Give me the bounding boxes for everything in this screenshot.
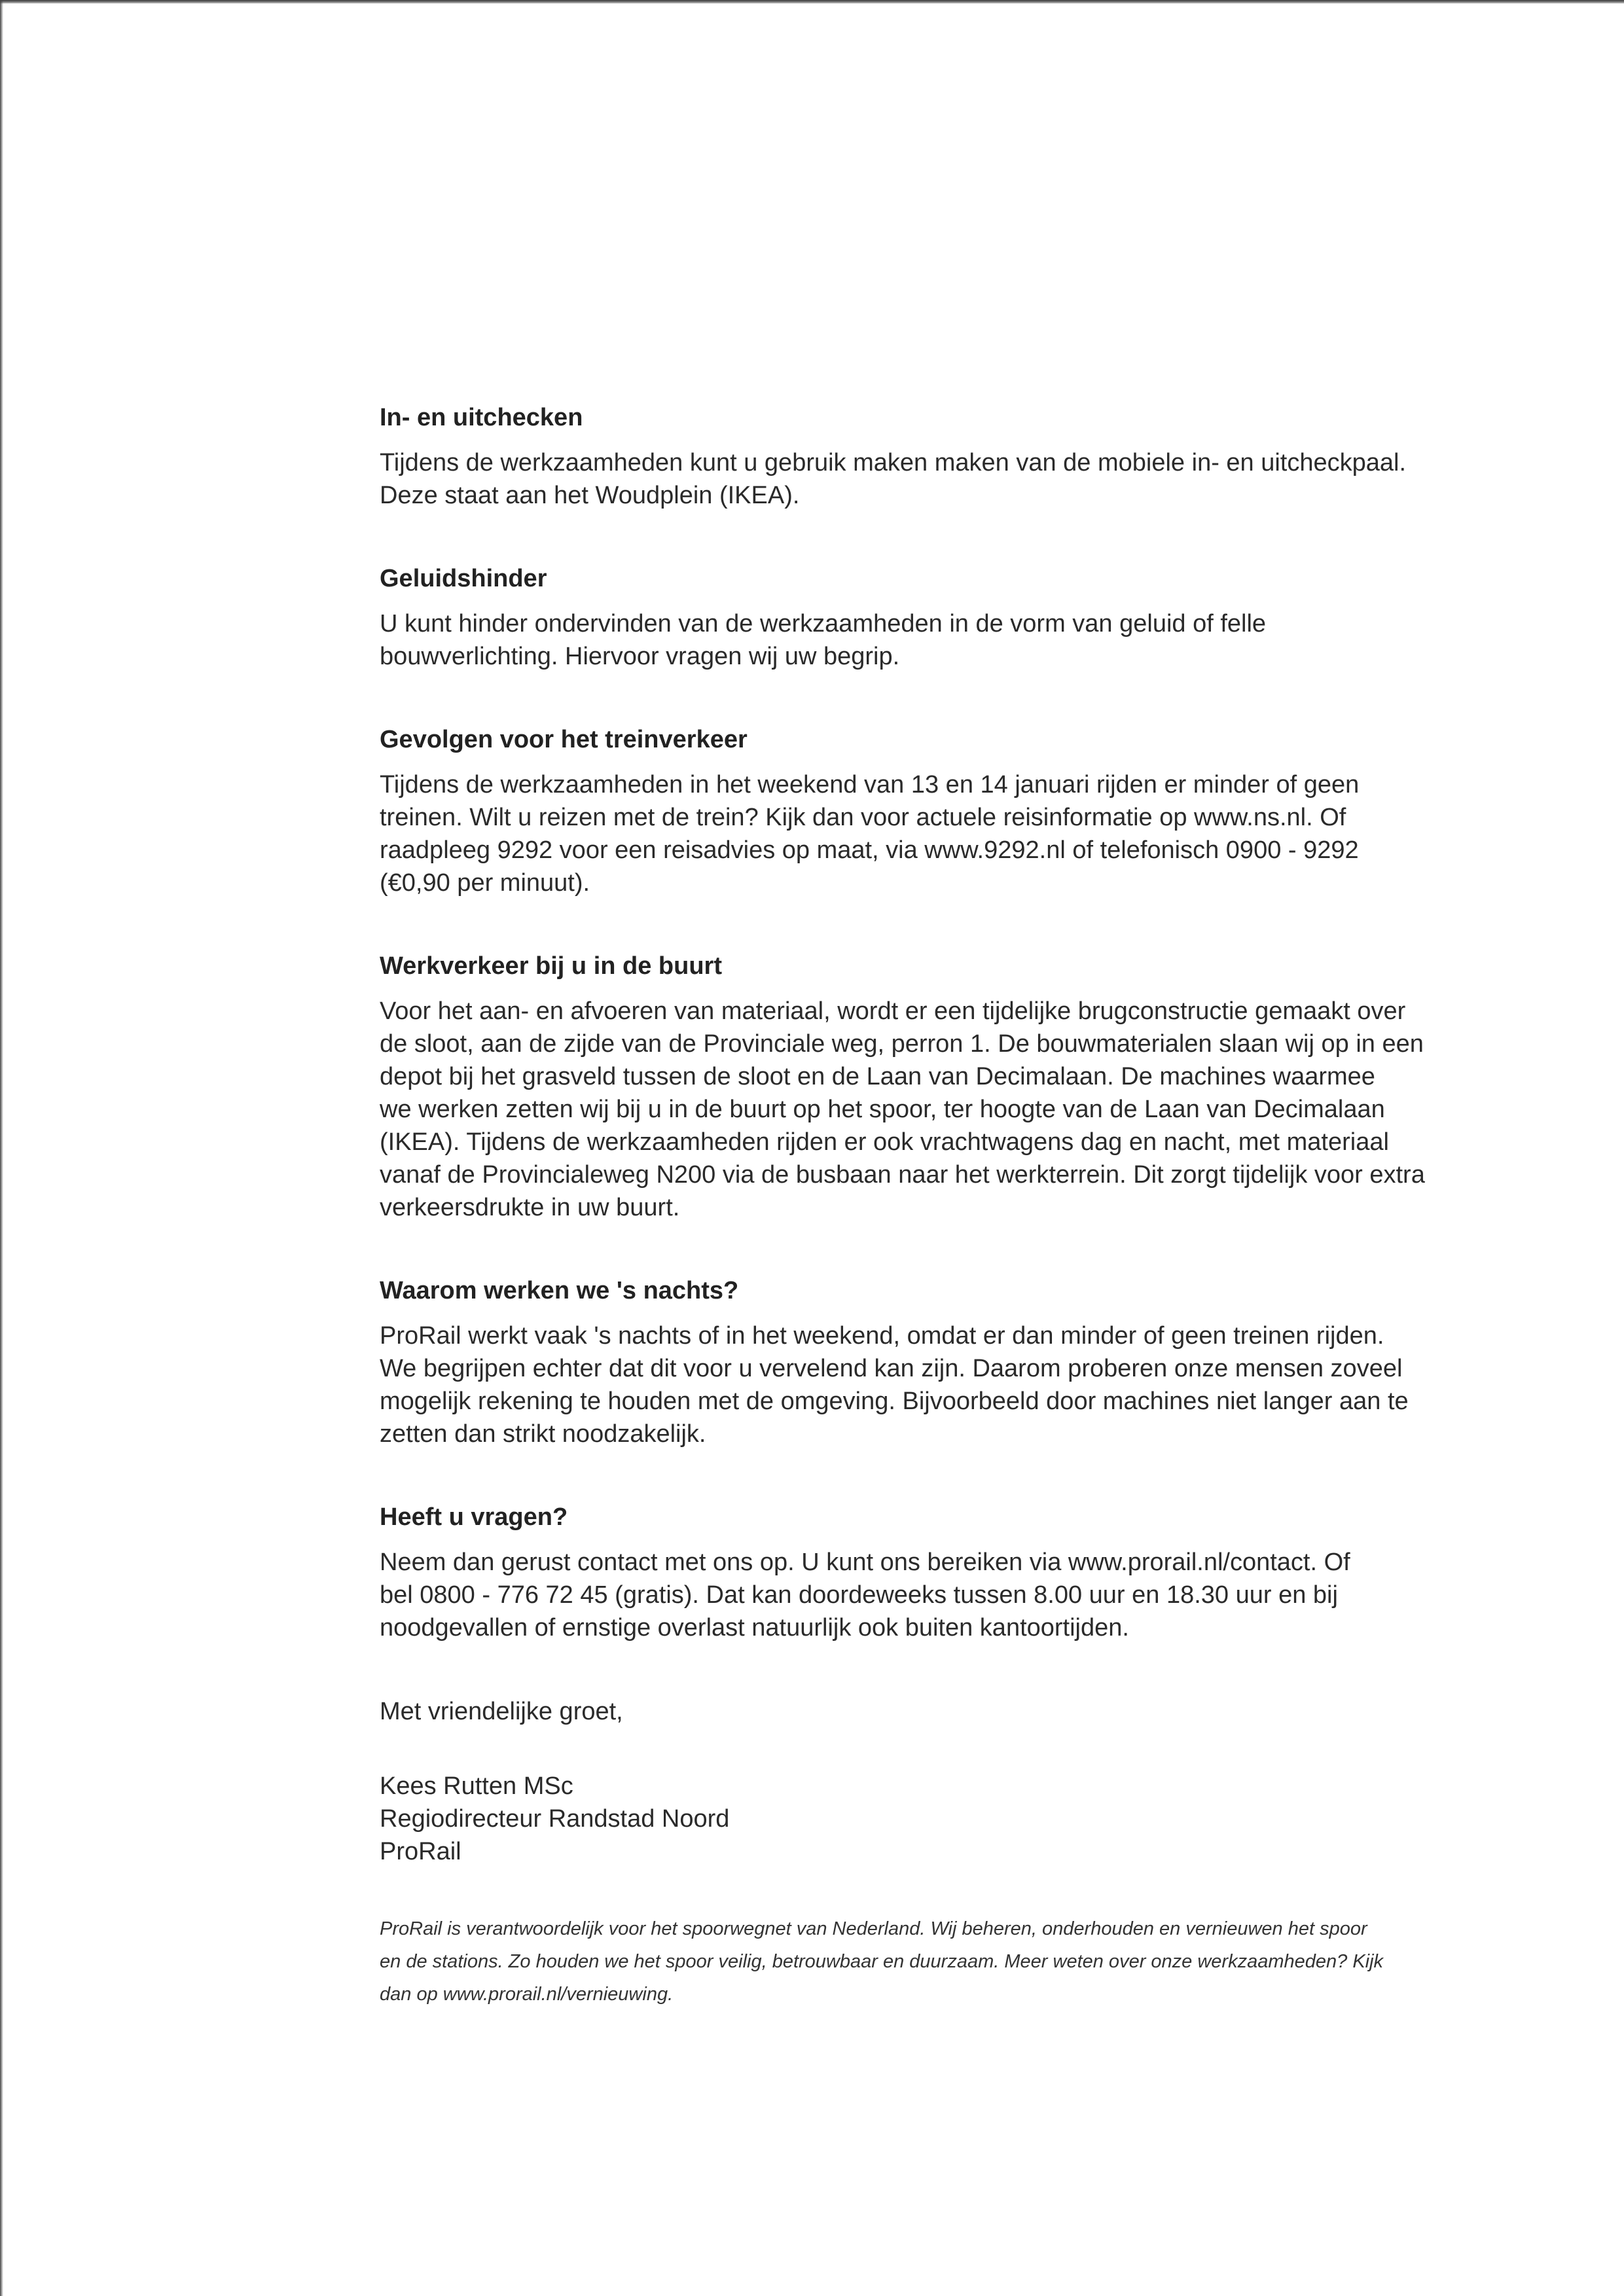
section-noise bbox=[380, 563, 1558, 673]
section-paragraph: Tijdens de werkzaamheden in het weekend van 13 en 14 januari rijden er minder of geen treinen. Wilt u reizen met de trein? Kijk dan voor actuele reisinformatie op www.ns.nl. Of raadpleeg 9292 voor een reisadvies op maat, via www.9292.nl of telefonisch 0900 - 9292 (€0,90 per minuut). bbox=[380, 771, 1360, 897]
section-checkin bbox=[380, 402, 1558, 512]
footer-note: ProRail is verantwoordelijk voor het spoorwegnet van Nederland. Wij beheren, onderhouden en vernieuwen het spoor en de stations. Zo houden we het spoor veilig, betrouwbaar en duurzaam. Meer weten over onze werkzaamheden? Kijk dan op www.prorail.nl/vernieuwing. bbox=[380, 1918, 1384, 2005]
letter-body bbox=[380, 402, 1558, 2011]
section-heading: Geluidshinder bbox=[380, 565, 547, 592]
signatory-organization: ProRail bbox=[380, 1838, 461, 1865]
section-paragraph: Neem dan gerust contact met ons op. U kunt ons bereiken via www.prorail.nl/contact. Of bel 0800 - 776 72 45 (gratis). Dat kan doordeweeks tussen 8.00 uur en 18.30 uur en bij noodgevallen of ernstige overlast natuurlijk ook buiten kantoortijden. bbox=[380, 1549, 1350, 1641]
section-heading: Werkverkeer bij u in de buurt bbox=[380, 952, 723, 980]
section-questions bbox=[380, 1501, 1558, 1644]
section-heading: Waarom werken we 's nachts? bbox=[380, 1277, 739, 1304]
section-night-work bbox=[380, 1275, 1558, 1450]
section-train-traffic bbox=[380, 724, 1558, 899]
section-work-traffic bbox=[380, 950, 1558, 1224]
scan-edge-top bbox=[0, 0, 1624, 4]
section-heading: Gevolgen voor het treinverkeer bbox=[380, 726, 748, 753]
signatory-name: Kees Rutten MSc bbox=[380, 1772, 573, 1800]
scan-edge-left bbox=[0, 0, 3, 2296]
section-heading: Heeft u vragen? bbox=[380, 1503, 568, 1531]
section-heading: In- en uitchecken bbox=[380, 404, 583, 431]
section-paragraph: Tijdens de werkzaamheden kunt u gebruik maken maken van de mobiele in- en uitcheckpaal. Deze staat aan het Woudplein (IKEA). bbox=[380, 449, 1407, 509]
signature-block bbox=[380, 1770, 1558, 1868]
section-paragraph: Voor het aan- en afvoeren van materiaal, wordt er een tijdelijke brugconstructie gemaakt over de sloot, aan de zijde van de Provinciale weg, perron 1. De bouwmaterialen slaan wij op in een depot bij het grasveld tussen de sloot en de Laan van Decimalaan. De machines waarmee we werken zetten wij bij u in de buurt op het spoor, ter hoogte van de Laan van Decimalaan (IKEA). Tijdens de werkzaamheden rijden er ook vrachtwagens dag en nacht, met materiaal vanaf de Provincialeweg N200 via de busbaan naar het werkterrein. Dit zorgt tijdelijk voor extra verkeersdrukte in uw buurt. bbox=[380, 997, 1425, 1221]
section-paragraph: U kunt hinder ondervinden van de werkzaamheden in de vorm van geluid of felle bouwverlichting. Hiervoor vragen wij uw begrip. bbox=[380, 610, 1267, 670]
signatory-title: Regiodirecteur Randstad Noord bbox=[380, 1805, 730, 1833]
closing-greeting: Met vriendelijke groet, bbox=[380, 1698, 623, 1725]
section-paragraph: ProRail werkt vaak 's nachts of in het weekend, omdat er dan minder of geen treinen rijden. We begrijpen echter dat dit voor u vervelend kan zijn. Daarom proberen onze mensen zoveel mogelijk rekening te houden met de omgeving. Bijvoorbeeld door machines niet langer aan te zetten dan strikt noodzakelijk. bbox=[380, 1322, 1409, 1448]
